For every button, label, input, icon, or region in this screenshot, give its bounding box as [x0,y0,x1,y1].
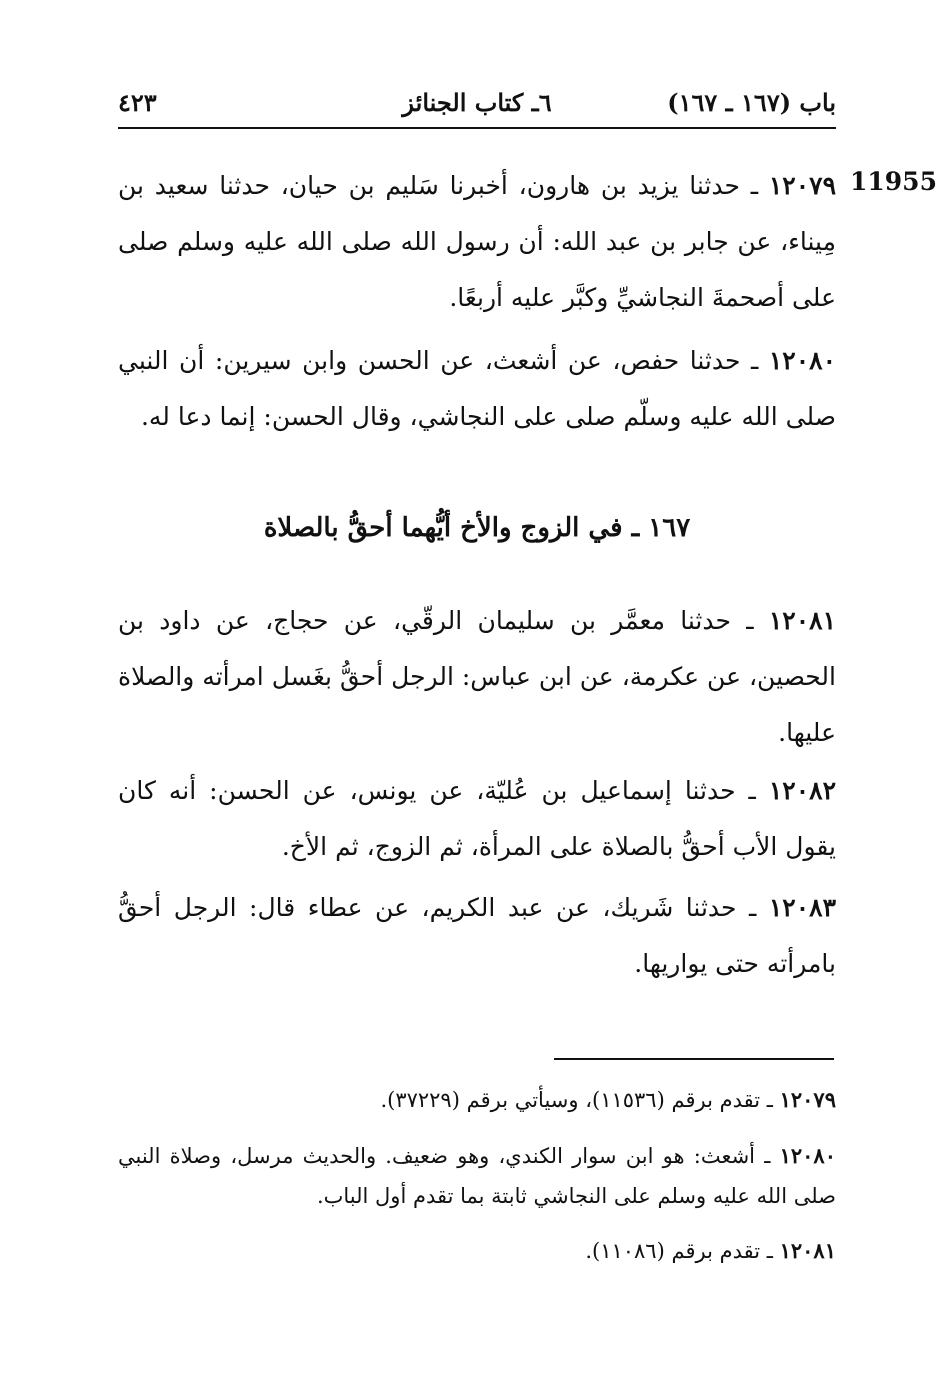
hadith-12081 [118,593,836,761]
footnote-12081 [118,1231,836,1271]
hadith-12083 [118,880,836,992]
hadith-text: ـ حدثنا يزيد بن هارون، أخبرنا سَليم بن حيان، حدثنا سعيد بن مِيناء، عن جابر بن عبد الله: أن رسول الله صلى الله عليه وسلم صلى على أصحمةَ النجاشيِّ وكبَّر عليه أربعًا. [118,171,836,312]
page-number: ٤٢٣ [118,88,157,117]
margin-number: 11955 [850,167,937,196]
hadith-text: ـ حدثنا شَريك، عن عبد الكريم، عن عطاء قال: الرجل أحقُّ بامرأته حتى يواريها. [118,893,836,978]
footnote-number: ١٢٠٧٩ [779,1087,836,1112]
footnote-text: ـ تقدم برقم (١١٥٣٦)، وسيأتي برقم (٣٧٢٢٩). [380,1088,780,1112]
hadith-number: ١٢٠٨٠ [768,346,836,375]
hadith-number: ١٢٠٨١ [768,606,836,635]
hadith-number: ١٢٠٧٩ [768,171,836,200]
hadith-number: ١٢٠٨٢ [768,776,836,805]
hadith-text: ـ حدثنا إسماعيل بن عُليّة، عن يونس، عن الحسن: أنه كان يقول الأب أحقُّ بالصلاة على المرأة، ثم الزوج، ثم الأخ. [118,776,836,861]
hadith-12079 [118,158,836,326]
hadith-text: ـ حدثنا حفص، عن أشعث، عن الحسن وابن سيرين: أن النبي صلى الله عليه وسلّم صلى على النجاشي، وقال الحسن: إنما دعا له. [118,346,836,431]
section-heading: ١٦٧ ـ في الزوج والأخ أيُّهما أحقُّ بالصلاة [263,513,691,543]
footnote-12080 [118,1136,836,1216]
book-title: ٦ـ كتاب الجنائز [402,88,552,117]
header-rule [118,127,836,129]
footnote-rule [554,1058,834,1060]
chapter-range: باب (١٦٧ ـ ١٦٧) [667,88,836,117]
footnote-text: ـ تقدم برقم (١١٠٨٦). [585,1239,780,1263]
hadith-12080 [118,333,836,445]
hadith-12082 [118,763,836,875]
footnote-number: ١٢٠٨٠ [779,1143,836,1168]
running-header [118,80,836,120]
footnote-number: ١٢٠٨١ [779,1238,836,1263]
hadith-number: ١٢٠٨٣ [768,893,836,922]
footnote-text: ـ أشعث: هو ابن سوار الكندي، وهو ضعيف. والحديث مرسل، وصلاة النبي صلى الله عليه وسلم على النجاشي ثابتة بما تقدم أول الباب. [118,1144,836,1208]
footnote-12079 [118,1080,836,1120]
hadith-text: ـ حدثنا معمَّر بن سليمان الرقّي، عن حجاج، عن داود بن الحصين، عن عكرمة، عن ابن عباس: الرجل أحقُّ بغَسل امرأته والصلاة عليها. [118,606,836,747]
